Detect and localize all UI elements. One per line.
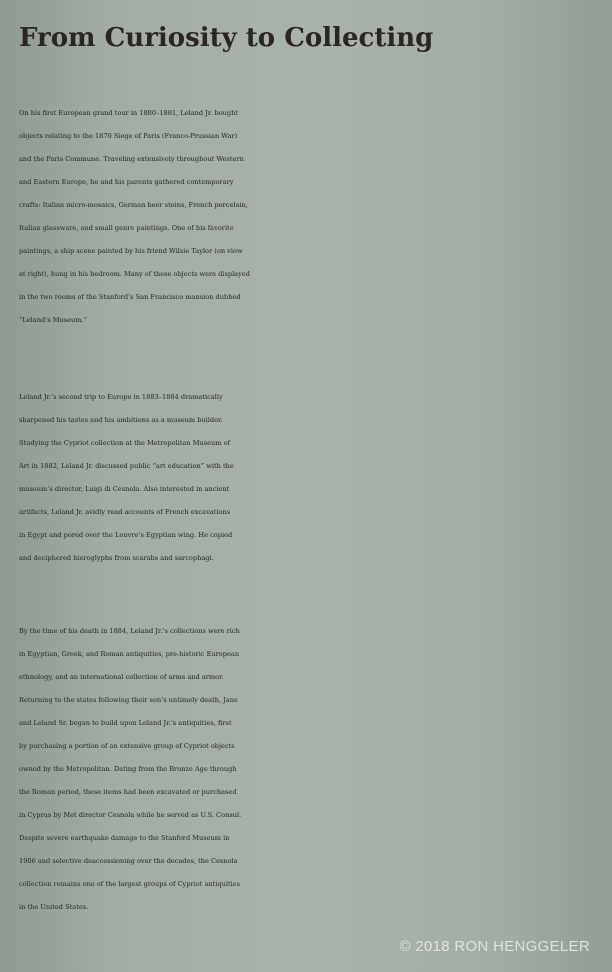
text-line: Leland Jr.’s second trip to Europe in 1883–1884 dramatically (19, 393, 223, 401)
text-line: in the United States. (19, 903, 89, 911)
text-line: owned by the Metropolitan. Dating from the Bronze Age through (19, 765, 237, 773)
text-line: Italian glassware, and small genre paintings. One of his favorite (19, 224, 234, 232)
text-line: paintings, a ship scene painted by his friend Wilsie Taylor (on view (19, 247, 243, 255)
text-line: and Eastern Europe, he and his parents gathered contemporary (19, 178, 234, 186)
text-line: in Egypt and pored over the Louvre’s Egyptian wing. He copied (19, 531, 233, 539)
text-line: in Egyptian, Greek, and Roman antiquities, pre-historic European (19, 650, 240, 658)
text-line: ethnology, and an international collection of arms and armor. (19, 673, 224, 681)
text-line: and the Paris Commune. Traveling extensively throughout Western (19, 155, 244, 163)
paragraph-second-trip (19, 386, 599, 570)
copyright-watermark: © 2018 RON HENGGELER (399, 938, 590, 955)
text-line: objects relating to the 1870 Siege of Paris (Franco-Prussian War) (19, 132, 238, 140)
text-line: By the time of his death in 1884, Leland Jr.’s collections were rich (19, 627, 240, 635)
text-line: museum’s director, Luigi di Cesnola. Also interested in ancient (19, 485, 230, 493)
text-line: Studying the Cypriot collection at the Metropolitan Museum of (19, 439, 231, 447)
panel-title: From Curiosity to Collecting (19, 23, 434, 53)
text-line: by purchasing a portion of an extensive group of Cypriot objects (19, 742, 235, 750)
paragraph-first-grand-tour (19, 102, 599, 332)
text-line: the Roman period, these items had been excavated or purchased (19, 788, 237, 796)
text-line: at right), hung in his bedroom. Many of these objects were displayed (19, 270, 250, 278)
text-line: in Cyprus by Met director Cesnola while he served as U.S. Consul. (19, 811, 242, 819)
text-line: and Leland Sr. began to build upon Leland Jr.’s antiquities, first (19, 719, 232, 727)
text-line: Returning to the states following their son’s untimely death, Jane (19, 696, 238, 704)
text-line: artifacts, Leland Jr. avidly read accounts of French excavations (19, 508, 231, 516)
paragraph-collections-at-death (19, 620, 599, 919)
text-line: “Leland’s Museum.” (19, 316, 87, 324)
text-line: 1906 and selective deaccessioning over the decades, the Cesnola (19, 857, 238, 865)
text-line: in the two rooms of the Stanford’s San Francisco mansion dubbed (19, 293, 241, 301)
text-line: collection remains one of the largest groups of Cypriot antiquities (19, 880, 241, 888)
text-line: Art in 1882, Leland Jr. discussed public “art education” with the (19, 462, 234, 470)
text-line: and deciphered hieroglyphs from scarabs and sarcophagi. (19, 554, 214, 562)
text-line: Despite severe earthquake damage to the Stanford Museum in (19, 834, 230, 842)
text-line: crafts: Italian micro-mosaics, German beer steins, French porcelain, (19, 201, 248, 209)
text-line: On his first European grand tour in 1880–1881, Leland Jr. bought (19, 109, 239, 117)
text-line: sharpened his tastes and his ambitions as a museum builder. (19, 416, 223, 424)
